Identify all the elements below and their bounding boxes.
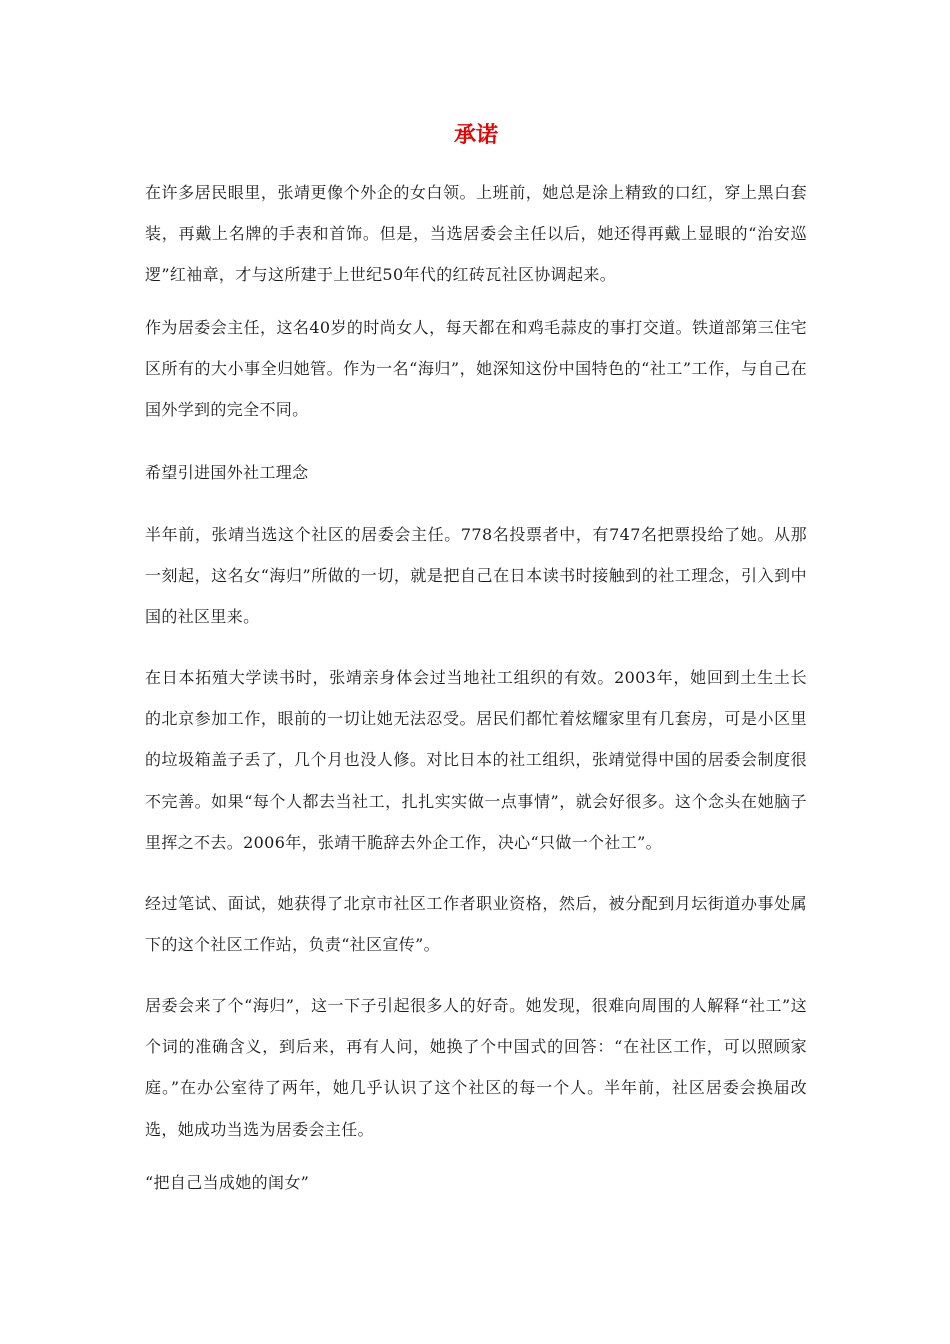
paragraph-3: 半年前，张靖当选这个社区的居委会主任。778名投票者中，有747名把票投给了她。从那一刻起，这名女“海归”所做的一切，就是把自己在日本读书时接触到的社工理念，引入到中国的社区里来。: [145, 525, 807, 627]
paragraph-2: 作为居委会主任，这名40岁的时尚女人，每天都在和鸡毛蒜皮的事打交道。铁道部第三住宅区所有的大小事全归她管。作为一名“海归”，她深知这份中国特色的“社工”工作，与自己在国外学到的完全不同。: [145, 318, 807, 420]
section-heading-1: 希望引进国外社工理念: [145, 463, 309, 482]
section-heading-2: “把自己当成她的闺女”: [145, 1173, 310, 1192]
paragraph-6: 居委会来了个“海归”，这一下子引起很多人的好奇。她发现，很难向周围的人解释“社工”这个词的准确含义，到后来，再有人问，她换了个中国式的回答：“在社区工作，可以照顾家庭。”在办公室待了两年，她几乎认识了这个社区的每一个人。半年前，社区居委会换届改选，她成功当选为居委会主任。: [145, 996, 807, 1139]
paragraph-4: 在日本拓殖大学读书时，张靖亲身体会过当地社工组织的有效。2003年，她回到土生土长的北京参加工作，眼前的一切让她无法忍受。居民们都忙着炫耀家里有几套房，可是小区里的垃圾箱盖子丢了，几个月也没人修。对比日本的社工组织，张靖觉得中国的居委会制度很不完善。如果“每个人都去当社工，扎扎实实做一点事情”，就会好很多。这个念头在她脑子里挥之不去。2006年，张靖干脆辞去外企工作，决心“只做一个社工”。: [145, 668, 807, 852]
paragraph-1: 在许多居民眼里，张靖更像个外企的女白领。上班前，她总是涂上精致的口红，穿上黑白套装，再戴上名牌的手表和首饰。但是，当选居委会主任以后，她还得再戴上显眼的“治安巡逻”红袖章，才与这所建于上世纪50年代的红砖瓦社区协调起来。: [145, 183, 807, 285]
paragraph-5: 经过笔试、面试，她获得了北京市社区工作者职业资格，然后，被分配到月坛街道办事处属下的这个社区工作站，负责“社区宣传”。: [145, 894, 807, 955]
document-title: 承诺: [453, 123, 498, 148]
